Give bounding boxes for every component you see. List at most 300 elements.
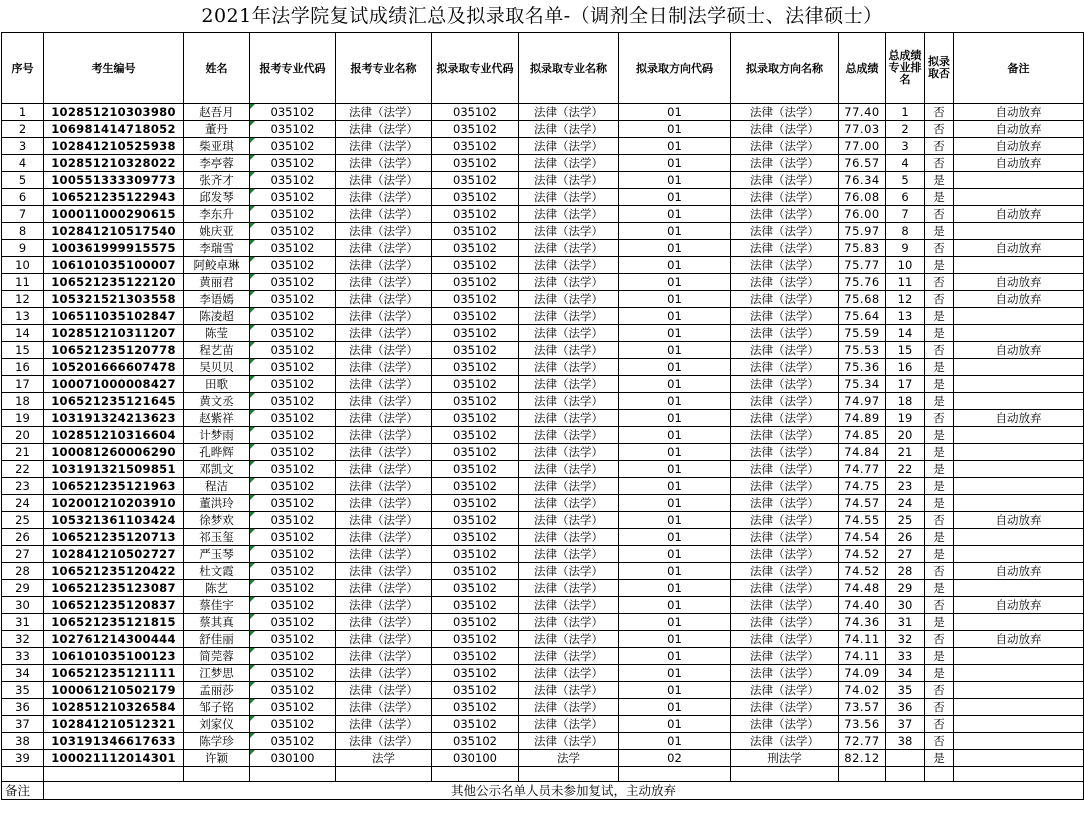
applied-major-code-cell: 035102: [250, 155, 336, 172]
admit-major-code-cell: 035102: [432, 495, 519, 512]
total-score-cell: 74.77: [839, 461, 886, 478]
blank-cell: [886, 767, 925, 782]
total-score-cell: 75.83: [839, 240, 886, 257]
row-number-cell: 18: [2, 393, 44, 410]
admit-direction-code-cell: 01: [619, 189, 731, 206]
candidate-name-cell: 姚庆亚: [184, 223, 250, 240]
remark-cell: [954, 580, 1084, 597]
score-rank-cell: 15: [886, 342, 925, 359]
admit-direction-code-cell: 01: [619, 274, 731, 291]
header-cell: 姓名: [184, 33, 250, 104]
candidate-id-cell: 106511035102847: [44, 308, 184, 325]
score-rank-cell: 29: [886, 580, 925, 597]
admit-status-cell: 是: [925, 308, 954, 325]
admit-major-code-cell: 030100: [432, 750, 519, 767]
admit-major-code-cell: 035102: [432, 104, 519, 121]
admit-direction-code-cell: 01: [619, 121, 731, 138]
admit-major-code-cell: 035102: [432, 172, 519, 189]
row-number-cell: 16: [2, 359, 44, 376]
remark-cell: [954, 716, 1084, 733]
remark-cell: [954, 427, 1084, 444]
score-rank-cell: 14: [886, 325, 925, 342]
table-row: [2, 240, 1084, 257]
applied-major-name-cell: 法律（法学）: [336, 733, 432, 750]
admit-major-name-cell: 法律（法学）: [519, 529, 619, 546]
score-rank-cell: 4: [886, 155, 925, 172]
remark-cell: [954, 495, 1084, 512]
remark-cell: 自动放弃: [954, 104, 1084, 121]
candidate-id-cell: 105321521303558: [44, 291, 184, 308]
row-number-cell: 11: [2, 274, 44, 291]
admit-direction-name-cell: 法律（法学）: [731, 648, 839, 665]
admit-status-cell: 是: [925, 427, 954, 444]
table-row: [2, 631, 1084, 648]
applied-major-name-cell: 法律（法学）: [336, 342, 432, 359]
candidate-id-cell: 106521235122943: [44, 189, 184, 206]
admit-status-cell: 否: [925, 155, 954, 172]
footer-label: 备注: [2, 782, 44, 800]
total-score-cell: 76.00: [839, 206, 886, 223]
admit-major-name-cell: 法律（法学）: [519, 733, 619, 750]
admit-status-cell: 否: [925, 733, 954, 750]
admit-status-cell: 否: [925, 682, 954, 699]
candidate-id-cell: 100081260006290: [44, 444, 184, 461]
total-score-cell: 74.40: [839, 597, 886, 614]
applied-major-code-cell: 035102: [250, 189, 336, 206]
remark-cell: [954, 444, 1084, 461]
applied-major-name-cell: 法律（法学）: [336, 665, 432, 682]
table-row: [2, 580, 1084, 597]
admit-major-code-cell: 035102: [432, 614, 519, 631]
blank-row: [2, 767, 1084, 782]
candidate-id-cell: 103191346617633: [44, 733, 184, 750]
applied-major-code-cell: 035102: [250, 240, 336, 257]
remark-cell: [954, 478, 1084, 495]
candidate-name-cell: 江梦思: [184, 665, 250, 682]
total-score-cell: 74.89: [839, 410, 886, 427]
admit-major-name-cell: 法律（法学）: [519, 376, 619, 393]
admit-direction-name-cell: 法律（法学）: [731, 478, 839, 495]
header-row: [2, 33, 1084, 104]
admit-major-name-cell: 法律（法学）: [519, 206, 619, 223]
candidate-id-cell: 106521235121815: [44, 614, 184, 631]
applied-major-code-cell: 035102: [250, 716, 336, 733]
applied-major-name-cell: 法学: [336, 750, 432, 767]
score-rank-cell: 24: [886, 495, 925, 512]
applied-major-code-cell: 035102: [250, 512, 336, 529]
candidate-id-cell: 102851210311207: [44, 325, 184, 342]
admit-major-code-cell: 035102: [432, 665, 519, 682]
admit-status-cell: 否: [925, 716, 954, 733]
total-score-cell: 74.52: [839, 546, 886, 563]
admit-major-code-cell: 035102: [432, 325, 519, 342]
score-rank-cell: 16: [886, 359, 925, 376]
row-number-cell: 19: [2, 410, 44, 427]
total-score-cell: 77.40: [839, 104, 886, 121]
row-number-cell: 38: [2, 733, 44, 750]
candidate-name-cell: 孔晔辉: [184, 444, 250, 461]
applied-major-name-cell: 法律（法学）: [336, 563, 432, 580]
applied-major-name-cell: 法律（法学）: [336, 308, 432, 325]
admit-major-code-cell: 035102: [432, 393, 519, 410]
score-rank-cell: 20: [886, 427, 925, 444]
admit-status-cell: 是: [925, 580, 954, 597]
admit-major-name-cell: 法律（法学）: [519, 189, 619, 206]
applied-major-name-cell: 法律（法学）: [336, 427, 432, 444]
total-score-cell: 76.57: [839, 155, 886, 172]
blank-cell: [184, 767, 250, 782]
candidate-name-cell: 陈莹: [184, 325, 250, 342]
admit-direction-code-cell: 01: [619, 376, 731, 393]
admit-major-name-cell: 法律（法学）: [519, 240, 619, 257]
admit-status-cell: 否: [925, 342, 954, 359]
admit-direction-name-cell: 法律（法学）: [731, 529, 839, 546]
candidate-id-cell: 102001210203910: [44, 495, 184, 512]
total-score-cell: 74.75: [839, 478, 886, 495]
row-number-cell: 36: [2, 699, 44, 716]
admit-major-name-cell: 法律（法学）: [519, 410, 619, 427]
applied-major-code-cell: 035102: [250, 104, 336, 121]
row-number-cell: 5: [2, 172, 44, 189]
remark-cell: 自动放弃: [954, 410, 1084, 427]
row-number-cell: 34: [2, 665, 44, 682]
applied-major-code-cell: 035102: [250, 138, 336, 155]
row-number-cell: 8: [2, 223, 44, 240]
admit-major-name-cell: 法律（法学）: [519, 495, 619, 512]
admit-status-cell: 否: [925, 121, 954, 138]
candidate-id-cell: 106521235120422: [44, 563, 184, 580]
table-row: [2, 172, 1084, 189]
admit-major-code-cell: 035102: [432, 597, 519, 614]
admit-direction-name-cell: 法律（法学）: [731, 172, 839, 189]
admit-direction-name-cell: 法律（法学）: [731, 376, 839, 393]
row-number-cell: 29: [2, 580, 44, 597]
admit-direction-code-cell: 01: [619, 393, 731, 410]
remark-cell: 自动放弃: [954, 597, 1084, 614]
admit-direction-code-cell: 01: [619, 512, 731, 529]
candidate-name-cell: 邹子铭: [184, 699, 250, 716]
row-number-cell: 31: [2, 614, 44, 631]
remark-cell: 自动放弃: [954, 512, 1084, 529]
admit-direction-name-cell: 法律（法学）: [731, 546, 839, 563]
applied-major-name-cell: 法律（法学）: [336, 495, 432, 512]
table-row: [2, 138, 1084, 155]
admit-direction-code-cell: 01: [619, 614, 731, 631]
remark-cell: 自动放弃: [954, 631, 1084, 648]
row-number-cell: 22: [2, 461, 44, 478]
applied-major-code-cell: 035102: [250, 206, 336, 223]
admit-major-name-cell: 法律（法学）: [519, 444, 619, 461]
table-row: [2, 614, 1084, 631]
admit-direction-name-cell: 法律（法学）: [731, 733, 839, 750]
remark-cell: 自动放弃: [954, 138, 1084, 155]
applied-major-code-cell: 035102: [250, 172, 336, 189]
total-score-cell: 74.36: [839, 614, 886, 631]
total-score-cell: 74.09: [839, 665, 886, 682]
candidate-name-cell: 柴亚琪: [184, 138, 250, 155]
row-number-cell: 30: [2, 597, 44, 614]
admit-status-cell: 否: [925, 291, 954, 308]
admit-direction-name-cell: 刑法学: [731, 750, 839, 767]
score-rank-cell: 3: [886, 138, 925, 155]
row-number-cell: 15: [2, 342, 44, 359]
admit-status-cell: 是: [925, 359, 954, 376]
admit-direction-code-cell: 01: [619, 733, 731, 750]
candidate-id-cell: 100011000290615: [44, 206, 184, 223]
remark-cell: 自动放弃: [954, 342, 1084, 359]
applied-major-code-cell: 035102: [250, 682, 336, 699]
admit-major-code-cell: 035102: [432, 410, 519, 427]
admit-direction-code-cell: 02: [619, 750, 731, 767]
applied-major-code-cell: 035102: [250, 546, 336, 563]
applied-major-code-cell: 035102: [250, 699, 336, 716]
row-number-cell: 12: [2, 291, 44, 308]
applied-major-name-cell: 法律（法学）: [336, 580, 432, 597]
remark-cell: 自动放弃: [954, 206, 1084, 223]
admit-status-cell: 是: [925, 325, 954, 342]
total-score-cell: 75.34: [839, 376, 886, 393]
candidate-name-cell: 蔡其真: [184, 614, 250, 631]
score-rank-cell: 10: [886, 257, 925, 274]
candidate-id-cell: 106101035100123: [44, 648, 184, 665]
admit-major-name-cell: 法律（法学）: [519, 648, 619, 665]
admit-direction-name-cell: 法律（法学）: [731, 716, 839, 733]
applied-major-code-cell: 035102: [250, 223, 336, 240]
total-score-cell: 75.36: [839, 359, 886, 376]
header-cell: 拟录取专业名称: [519, 33, 619, 104]
header-cell: 报考专业代码: [250, 33, 336, 104]
candidate-id-cell: 105321361103424: [44, 512, 184, 529]
admit-status-cell: 是: [925, 376, 954, 393]
candidate-name-cell: 阿鲛卓琳: [184, 257, 250, 274]
admit-direction-code-cell: 01: [619, 699, 731, 716]
candidate-name-cell: 杜文霞: [184, 563, 250, 580]
score-rank-cell: 7: [886, 206, 925, 223]
admit-status-cell: 否: [925, 410, 954, 427]
admit-direction-code-cell: 01: [619, 325, 731, 342]
candidate-name-cell: 李语嫣: [184, 291, 250, 308]
remark-cell: [954, 461, 1084, 478]
admit-major-code-cell: 035102: [432, 359, 519, 376]
admit-direction-code-cell: 01: [619, 427, 731, 444]
candidate-name-cell: 严玉琴: [184, 546, 250, 563]
row-number-cell: 35: [2, 682, 44, 699]
admit-direction-name-cell: 法律（法学）: [731, 665, 839, 682]
admit-direction-code-cell: 01: [619, 478, 731, 495]
header-cell: 总成绩: [839, 33, 886, 104]
remark-cell: 自动放弃: [954, 563, 1084, 580]
candidate-name-cell: 董丹: [184, 121, 250, 138]
candidate-id-cell: 102851210326584: [44, 699, 184, 716]
admit-major-code-cell: 035102: [432, 274, 519, 291]
row-number-cell: 26: [2, 529, 44, 546]
candidate-id-cell: 103191324213623: [44, 410, 184, 427]
total-score-cell: 74.84: [839, 444, 886, 461]
candidate-name-cell: 徐梦欢: [184, 512, 250, 529]
admit-major-name-cell: 法律（法学）: [519, 665, 619, 682]
table-row: [2, 478, 1084, 495]
blank-cell: [432, 767, 519, 782]
admit-major-name-cell: 法律（法学）: [519, 342, 619, 359]
admit-direction-code-cell: 01: [619, 495, 731, 512]
applied-major-code-cell: 035102: [250, 631, 336, 648]
candidate-name-cell: 舒佳丽: [184, 631, 250, 648]
applied-major-code-cell: 035102: [250, 648, 336, 665]
applied-major-name-cell: 法律（法学）: [336, 478, 432, 495]
admit-major-code-cell: 035102: [432, 631, 519, 648]
row-number-cell: 1: [2, 104, 44, 121]
score-rank-cell: 6: [886, 189, 925, 206]
candidate-name-cell: 程艺苗: [184, 342, 250, 359]
candidate-id-cell: 100061210502179: [44, 682, 184, 699]
score-rank-cell: 5: [886, 172, 925, 189]
applied-major-name-cell: 法律（法学）: [336, 682, 432, 699]
row-number-cell: 27: [2, 546, 44, 563]
applied-major-code-cell: 035102: [250, 325, 336, 342]
row-number-cell: 20: [2, 427, 44, 444]
admit-direction-code-cell: 01: [619, 308, 731, 325]
admit-status-cell: 否: [925, 274, 954, 291]
applied-major-code-cell: 035102: [250, 665, 336, 682]
candidate-name-cell: 赵吾月: [184, 104, 250, 121]
applied-major-name-cell: 法律（法学）: [336, 257, 432, 274]
admit-direction-name-cell: 法律（法学）: [731, 223, 839, 240]
remark-cell: [954, 172, 1084, 189]
score-rank-cell: 30: [886, 597, 925, 614]
admit-direction-name-cell: 法律（法学）: [731, 274, 839, 291]
applied-major-name-cell: 法律（法学）: [336, 138, 432, 155]
row-number-cell: 14: [2, 325, 44, 342]
score-rank-cell: 18: [886, 393, 925, 410]
header-cell: 拟录取否: [925, 33, 954, 104]
score-rank-cell: 1: [886, 104, 925, 121]
applied-major-name-cell: 法律（法学）: [336, 648, 432, 665]
candidate-name-cell: 蔡佳宇: [184, 597, 250, 614]
row-number-cell: 17: [2, 376, 44, 393]
candidate-name-cell: 李瑞雪: [184, 240, 250, 257]
admit-major-name-cell: 法律（法学）: [519, 546, 619, 563]
candidate-name-cell: 田歌: [184, 376, 250, 393]
admit-major-name-cell: 法律（法学）: [519, 716, 619, 733]
admit-direction-code-cell: 01: [619, 155, 731, 172]
header-cell: 总成绩专业排名: [886, 33, 925, 104]
applied-major-name-cell: 法律（法学）: [336, 631, 432, 648]
remark-cell: [954, 546, 1084, 563]
candidate-name-cell: 孟丽莎: [184, 682, 250, 699]
row-number-cell: 37: [2, 716, 44, 733]
applied-major-name-cell: 法律（法学）: [336, 614, 432, 631]
candidate-name-cell: 赵紫祥: [184, 410, 250, 427]
remark-cell: 自动放弃: [954, 291, 1084, 308]
admit-status-cell: 是: [925, 750, 954, 767]
admit-major-code-cell: 035102: [432, 155, 519, 172]
header-cell: 报考专业名称: [336, 33, 432, 104]
applied-major-code-cell: 035102: [250, 376, 336, 393]
admit-direction-name-cell: 法律（法学）: [731, 189, 839, 206]
blank-cell: [250, 767, 336, 782]
score-rank-cell: 2: [886, 121, 925, 138]
admit-major-name-cell: 法律（法学）: [519, 291, 619, 308]
candidate-id-cell: 102761214300444: [44, 631, 184, 648]
candidate-name-cell: 黄文丞: [184, 393, 250, 410]
footer-row: [2, 782, 1084, 800]
candidate-name-cell: 陈凌超: [184, 308, 250, 325]
total-score-cell: 75.97: [839, 223, 886, 240]
remark-cell: [954, 359, 1084, 376]
total-score-cell: 75.68: [839, 291, 886, 308]
admit-major-name-cell: 法律（法学）: [519, 172, 619, 189]
table-row: [2, 597, 1084, 614]
admit-major-name-cell: 法律（法学）: [519, 614, 619, 631]
candidate-name-cell: 陈艺: [184, 580, 250, 597]
applied-major-code-cell: 035102: [250, 342, 336, 359]
applied-major-name-cell: 法律（法学）: [336, 155, 432, 172]
admit-direction-code-cell: 01: [619, 257, 731, 274]
remark-cell: 自动放弃: [954, 240, 1084, 257]
applied-major-code-cell: 035102: [250, 478, 336, 495]
candidate-id-cell: 102841210525938: [44, 138, 184, 155]
admit-direction-code-cell: 01: [619, 648, 731, 665]
total-score-cell: 73.56: [839, 716, 886, 733]
total-score-cell: 74.02: [839, 682, 886, 699]
admit-major-name-cell: 法律（法学）: [519, 393, 619, 410]
score-rank-cell: 13: [886, 308, 925, 325]
candidate-name-cell: 刘家仪: [184, 716, 250, 733]
blank-cell: [2, 767, 44, 782]
total-score-cell: 77.00: [839, 138, 886, 155]
header-cell: 拟录取方向代码: [619, 33, 731, 104]
applied-major-name-cell: 法律（法学）: [336, 410, 432, 427]
admit-direction-name-cell: 法律（法学）: [731, 614, 839, 631]
admit-direction-code-cell: 01: [619, 104, 731, 121]
admit-direction-code-cell: 01: [619, 410, 731, 427]
admit-direction-name-cell: 法律（法学）: [731, 699, 839, 716]
admit-major-code-cell: 035102: [432, 308, 519, 325]
row-number-cell: 2: [2, 121, 44, 138]
candidate-name-cell: 张齐才: [184, 172, 250, 189]
candidate-id-cell: 103191321509851: [44, 461, 184, 478]
applied-major-name-cell: 法律（法学）: [336, 274, 432, 291]
row-number-cell: 23: [2, 478, 44, 495]
score-rank-cell: 36: [886, 699, 925, 716]
admit-status-cell: 是: [925, 189, 954, 206]
score-rank-cell: 19: [886, 410, 925, 427]
admit-status-cell: 是: [925, 461, 954, 478]
table-row: [2, 495, 1084, 512]
admit-direction-name-cell: 法律（法学）: [731, 342, 839, 359]
candidate-id-cell: 106981414718052: [44, 121, 184, 138]
table-row: [2, 206, 1084, 223]
admit-status-cell: 是: [925, 529, 954, 546]
score-rank-cell: 33: [886, 648, 925, 665]
candidate-id-cell: 102841210502727: [44, 546, 184, 563]
score-rank-cell: 12: [886, 291, 925, 308]
document-title: 2021年法学院复试成绩汇总及拟录取名单-（调剂全日制法学硕士、法律硕士）: [201, 5, 883, 27]
table-row: [2, 750, 1084, 767]
blank-cell: [731, 767, 839, 782]
total-score-cell: 77.03: [839, 121, 886, 138]
admit-major-code-cell: 035102: [432, 121, 519, 138]
table-body: [2, 104, 1084, 767]
candidate-name-cell: 陈学珍: [184, 733, 250, 750]
admit-direction-name-cell: 法律（法学）: [731, 393, 839, 410]
header-cell: 考生编号: [44, 33, 184, 104]
admit-direction-code-cell: 01: [619, 461, 731, 478]
admit-major-code-cell: 035102: [432, 733, 519, 750]
total-score-cell: 74.11: [839, 648, 886, 665]
candidate-name-cell: 许颖: [184, 750, 250, 767]
admit-major-name-cell: 法律（法学）: [519, 257, 619, 274]
